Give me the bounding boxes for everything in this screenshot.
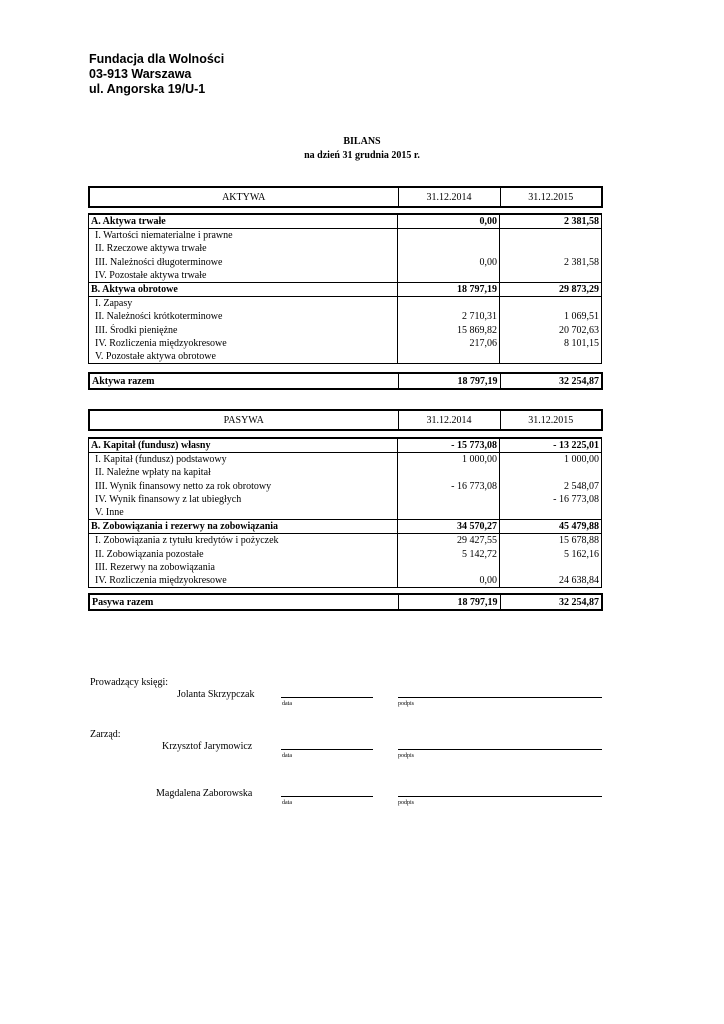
pasywa-header-col2: 31.12.2015 [500,410,602,430]
aktywa-header-label: AKTYWA [222,191,266,203]
organization-name: Fundacja dla Wolności [89,52,225,66]
row-value-2014: 1 000,00 [398,453,500,467]
row-value-2015: - 13 225,01 [500,438,602,453]
board-label: Zarząd: [90,729,121,740]
table-row [89,534,602,548]
aktywa-header-col1: 31.12.2014 [398,187,500,207]
row-value-2015: 2 381,58 [500,256,602,269]
row-value-2015: 45 479,88 [500,520,602,534]
pasywa-header-label: PASYWA [223,414,264,426]
aktywa-table [88,213,602,364]
pasywa-header-col1: 31.12.2014 [398,410,500,430]
row-label: V. Pozostałe aktywa obrotowe [89,350,398,364]
table-row [89,297,602,311]
table-row [89,548,602,561]
table-row [89,310,602,323]
row-label: II. Rzeczowe aktywa trwałe [89,242,398,255]
date-line [281,749,373,750]
row-value-2014 [398,493,500,506]
date-line [281,697,373,698]
row-label: I. Zobowiązania z tytułu kredytów i pożyczek [89,534,398,548]
row-value-2014: 2 710,31 [398,310,500,323]
row-label: B. Zobowiązania i rezerwy na zobowiązania [89,520,398,534]
row-value-2015: 1 069,51 [500,310,602,323]
row-value-2014 [398,242,500,255]
row-label: IV. Wynik finansowy z lat ubiegłych [89,493,398,506]
table-row [89,229,602,243]
row-value-2015: 20 702,63 [500,324,602,337]
row-value-2014 [398,561,500,574]
row-value-2014 [398,229,500,243]
row-value-2015: 24 638,84 [500,574,602,588]
board-member-1-name: Krzysztof Jarymowicz [162,741,253,752]
pasywa-total-2015: 32 254,87 [500,594,602,610]
date-caption: data [282,701,292,707]
row-value-2014 [398,466,500,479]
pasywa-total [88,593,603,611]
row-value-2015 [500,561,602,574]
document-subtitle: na dzień 31 grudnia 2015 r. [304,150,420,161]
row-value-2015 [500,229,602,243]
row-value-2015 [500,269,602,283]
signature-line [398,697,602,698]
date-line [281,796,373,797]
row-label: IV. Rozliczenia międzyokresowe [89,337,398,350]
table-row [89,256,602,269]
signature-line [398,796,602,797]
row-label: III. Rezerwy na zobowiązania [89,561,398,574]
row-label: III. Wynik finansowy netto za rok obrotowy [89,480,398,493]
row-value-2014: 0,00 [398,256,500,269]
date-caption: data [282,800,292,806]
row-label: A. Aktywa trwałe [89,214,398,229]
table-row [89,350,602,364]
table-row [89,438,602,453]
row-value-2015 [500,297,602,311]
signature-line [398,749,602,750]
row-value-2015: 29 873,29 [500,282,602,296]
row-label: B. Aktywa obrotowe [89,282,398,296]
row-label: I. Kapitał (fundusz) podstawowy [89,453,398,467]
row-value-2014 [398,350,500,364]
organization-block [89,52,224,97]
row-label: V. Inne [89,506,398,520]
row-value-2014 [398,297,500,311]
date-caption: data [282,753,292,759]
row-label: II. Zobowiązania pozostałe [89,548,398,561]
row-value-2015: 2 548,07 [500,480,602,493]
table-row [89,337,602,350]
pasywa-table [88,437,602,588]
table-row [89,214,602,229]
signature-caption: podpis [398,800,415,806]
row-value-2014 [398,269,500,283]
table-row [89,242,602,255]
bookkeeper-name: Jolanta Skrzypczak [177,689,255,700]
aktywa-header [88,186,603,208]
row-label: II. Należne wpłaty na kapitał [89,466,398,479]
document-title: BILANS [343,136,381,147]
row-label: IV. Pozostałe aktywa trwałe [89,269,398,283]
row-value-2014: 5 142,72 [398,548,500,561]
table-row [89,574,602,588]
table-row [89,282,602,296]
table-row [89,493,602,506]
row-value-2015: 1 000,00 [500,453,602,467]
row-value-2015 [500,466,602,479]
pasywa-total-label: Pasywa razem [92,596,154,608]
row-value-2014: 15 869,82 [398,324,500,337]
aktywa-total-2014: 18 797,19 [398,373,500,389]
aktywa-total-2015: 32 254,87 [500,373,602,389]
row-value-2014 [398,506,500,520]
table-row [89,453,602,467]
table-row [89,506,602,520]
aktywa-header-col2: 31.12.2015 [500,187,602,207]
pasywa-header [88,409,603,431]
signature-caption: podpis [398,701,415,707]
row-value-2014: 34 570,27 [398,520,500,534]
row-value-2015: 5 162,16 [500,548,602,561]
row-value-2014: - 15 773,08 [398,438,500,453]
organization-street: ul. Angorska 19/U-1 [89,82,206,96]
row-value-2014: 217,06 [398,337,500,350]
organization-city: 03-913 Warszawa [89,67,192,81]
row-value-2014: 0,00 [398,214,500,229]
row-value-2014: - 16 773,08 [398,480,500,493]
aktywa-total [88,372,603,390]
aktywa-total-label: Aktywa razem [92,375,155,387]
row-value-2015: - 16 773,08 [500,493,602,506]
bookkeeper-label: Prowadzący księgi: [90,677,169,688]
row-value-2015: 8 101,15 [500,337,602,350]
row-label: I. Zapasy [89,297,398,311]
table-row [89,561,602,574]
row-value-2015: 15 678,88 [500,534,602,548]
row-label: I. Wartości niematerialne i prawne [89,229,398,243]
table-row [89,520,602,534]
row-value-2015 [500,506,602,520]
pasywa-total-2014: 18 797,19 [398,594,500,610]
row-value-2014: 0,00 [398,574,500,588]
board-member-2-name: Magdalena Zaborowska [156,788,253,799]
signature-caption: podpis [398,753,415,759]
row-value-2015 [500,242,602,255]
row-label: A. Kapitał (fundusz) własny [89,438,398,453]
row-label: III. Środki pieniężne [89,324,398,337]
table-row [89,324,602,337]
table-row [89,269,602,283]
table-row [89,466,602,479]
row-value-2015 [500,350,602,364]
row-value-2015: 2 381,58 [500,214,602,229]
table-row [89,480,602,493]
row-value-2014: 18 797,19 [398,282,500,296]
row-label: IV. Rozliczenia międzyokresowe [89,574,398,588]
row-value-2014: 29 427,55 [398,534,500,548]
row-label: II. Należności krótkoterminowe [89,310,398,323]
row-label: III. Należności długoterminowe [89,256,398,269]
